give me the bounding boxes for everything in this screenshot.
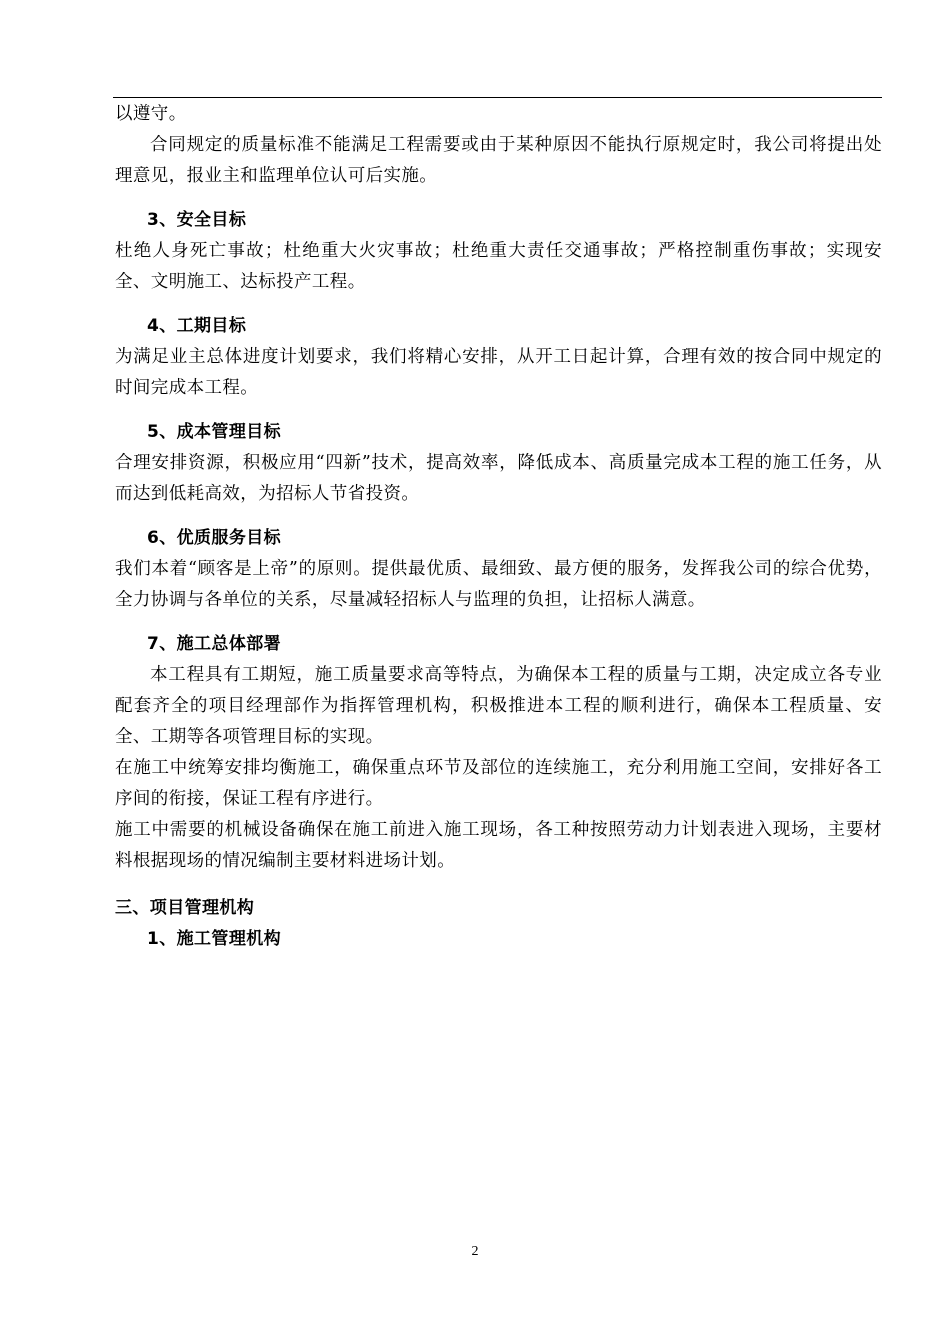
- header-rule: [113, 97, 882, 98]
- section-body-service: 我们本着“顾客是上帝”的原则。提供最优质、最细致、最方便的服务，发挥我公司的综合优势，全力协调与各单位的关系，尽量减轻招标人与监理的负担，让招标人满意。: [115, 559, 882, 610]
- chapter-heading: 三、项目管理机构: [115, 898, 255, 918]
- paragraph-continuation: 以遵守。: [115, 104, 187, 124]
- section-body-cost: 合理安排资源，积极应用“四新”技术，提高效率，降低成本、高质量完成本工程的施工任务，从而达到低耗高效，为招标人节省投资。: [115, 453, 882, 504]
- section-body-safety: 杜绝人身死亡事故；杜绝重大火灾事故；杜绝重大责任交通事故；严格控制重伤事故；实现安全、文明施工、达标投产工程。: [115, 241, 882, 292]
- section-body-deployment-2: 在施工中统筹安排均衡施工，确保重点环节及部位的连续施工，充分利用施工空间，安排好各工序间的衔接，保证工程有序进行。: [115, 758, 882, 809]
- chapter-sub-heading: 1、施工管理机构: [147, 929, 282, 949]
- section-heading-safety: 3、安全目标: [147, 210, 247, 230]
- section-body-deployment-3: 施工中需要的机械设备确保在施工前进入施工现场，各工种按照劳动力计划表进入现场，主要材料根据现场的情况编制主要材料进场计划。: [115, 820, 882, 871]
- document-body: [115, 99, 882, 955]
- section-heading-cost: 5、成本管理目标: [147, 422, 282, 442]
- section-heading-service: 6、优质服务目标: [147, 528, 282, 548]
- page-number: 2: [471, 1244, 479, 1259]
- section-body-deployment: 本工程具有工期短，施工质量要求高等特点，为确保本工程的质量与工期，决定成立各专业配套齐全的项目经理部作为指挥管理机构，积极推进本工程的顺利进行，确保本工程质量、安全、工期等各项管理目标的实现。: [115, 665, 882, 747]
- section-heading-deployment: 7、施工总体部署: [147, 634, 282, 654]
- paragraph-quality-standard: 合同规定的质量标准不能满足工程需要或由于某种原因不能执行原规定时，我公司将提出处理意见，报业主和监理单位认可后实施。: [115, 135, 882, 186]
- section-body-schedule: 为满足业主总体进度计划要求，我们将精心安排，从开工日起计算，合理有效的按合同中规定的时间完成本工程。: [115, 347, 882, 398]
- section-heading-schedule: 4、工期目标: [147, 316, 247, 336]
